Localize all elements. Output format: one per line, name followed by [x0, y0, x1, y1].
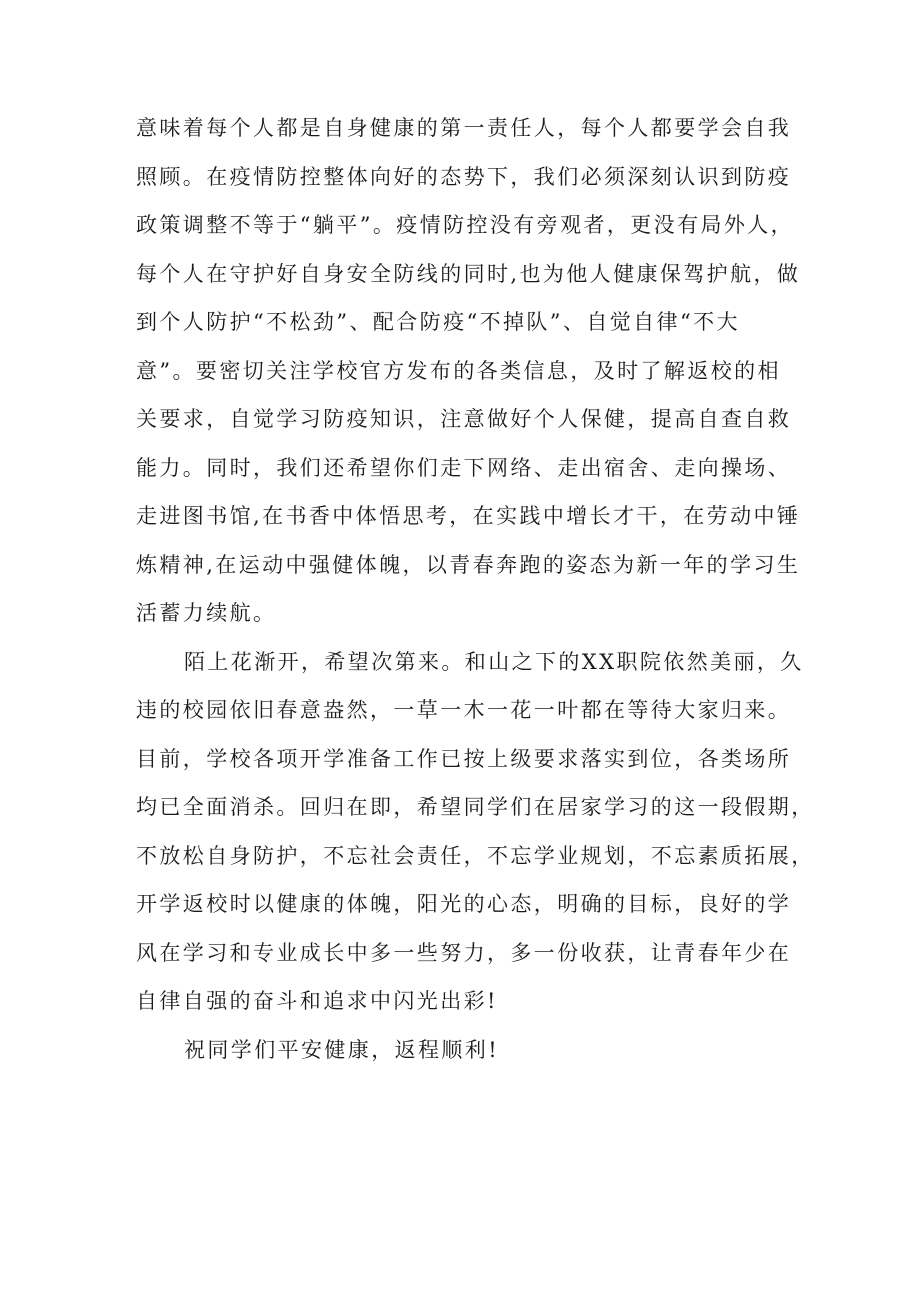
paragraph-1-line: 照顾。在疫情防控整体向好的态势下，我们必须深刻认识到防疫 [136, 165, 792, 189]
paragraph-1-line: 能力。同时，我们还希望你们走下网络、走出宿舍、走向操场、 [136, 456, 792, 480]
paragraph-2-line: 开学返校时以健康的体魄，阳光的心态，明确的目标，良好的学 [136, 892, 792, 916]
paragraph-1-line: 每个人在守护好自身安全防线的同时,也为他人健康保驾护航，做 [136, 262, 801, 286]
paragraph-1-line: 意味着每个人都是自身健康的第一责任人，每个人都要学会自我 [136, 116, 792, 140]
paragraph-1-line: 关要求，自觉学习防疫知识，注意做好个人保健，提高自查自救 [136, 407, 792, 431]
paragraph-2-line: 违的校园依旧春意盎然，一草一木一花一叶都在等待大家归来。 [136, 698, 792, 722]
paragraph-2-line: 陌上花渐开，希望次第来。和山之下的XX职院依然美丽，久 [184, 650, 804, 674]
paragraph-1-line: 走进图书馆,在书香中体悟思考，在实践中增长才干，在劳动中锤 [136, 504, 801, 528]
paragraph-1-line: 到个人防护“不松劲”、配合防疫“不掉队”、自觉自律“不大 [136, 310, 740, 334]
paragraph-2-line: 自律自强的奋斗和追求中闪光出彩! [136, 989, 498, 1013]
paragraph-2-line: 不放松自身防护，不忘社会责任，不忘学业规划，不忘素质拓展， [136, 844, 815, 868]
paragraph-1-line: 政策调整不等于“躺平”。疫情防控没有旁观者，更没有局外人， [136, 213, 795, 237]
paragraph-1-line: 活蓄力续航。 [136, 601, 277, 625]
paragraph-2-line: 风在学习和专业成长中多一些努力，多一份收获，让青春年少在 [136, 941, 792, 965]
closing-line: 祝同学们平安健康，返程顺利! [184, 1038, 500, 1062]
paragraph-2-line: 目前，学校各项开学准备工作已按上级要求落实到位，各类场所 [136, 747, 792, 771]
paragraph-2-line: 均已全面消杀。回归在即，希望同学们在居家学习的这一段假期， [136, 795, 815, 819]
paragraph-1-line: 意”。要密切关注学校官方发布的各类信息，及时了解返校的相 [136, 359, 781, 383]
paragraph-1-line: 炼精神,在运动中强健体魄，以青春奔跑的姿态为新一年的学习生 [136, 553, 801, 577]
